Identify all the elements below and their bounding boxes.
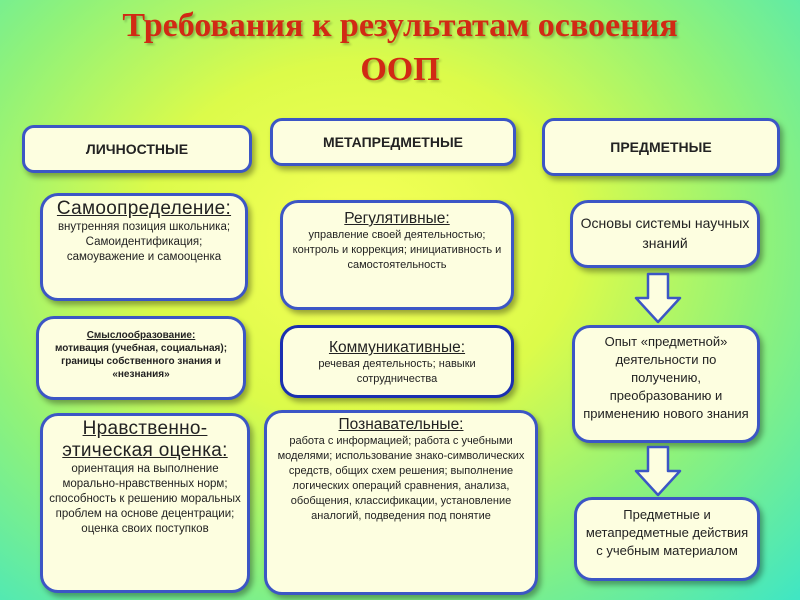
box-subject-experience <box>572 325 760 443</box>
moral-ethical-text: ориентация на выполнение морально-нравственных норм; способность к решению моральных проблем на основе децентрации; оценка своих поступков <box>49 463 241 535</box>
arrow-down-icon <box>634 445 682 497</box>
box-communicative <box>280 325 514 398</box>
box-regulative <box>280 200 514 310</box>
communicative-text: речевая деятельность; навыки сотрудничества <box>318 358 476 385</box>
meaning-formation-heading: Смыслообразование: <box>86 330 196 341</box>
regulative-text: управление своей деятельностью; контроль и коррекция; инициативность и самостоятельность <box>292 229 502 271</box>
header-subject: ПРЕДМЕТНЫЕ <box>542 118 780 176</box>
regulative-heading: Регулятивные: <box>344 210 450 227</box>
cognitive-heading: Познавательные: <box>338 416 464 433</box>
moral-ethical-heading: Нравственно-этическая оценка: <box>62 418 228 461</box>
self-determination-heading: Самоопределение: <box>56 198 232 219</box>
box-cognitive <box>264 410 538 595</box>
box-subject-actions <box>574 497 760 581</box>
box-self-determination <box>40 193 248 301</box>
self-determination-text: внутренняя позиция школьника; Самоидентификация; самоуважение и самооценка <box>57 221 231 263</box>
page-title: Требования к результатам освоения ООП <box>122 7 678 88</box>
meaning-formation-text: мотивация (учебная, социальная); границы собственного знания и «незнания» <box>54 343 228 380</box>
cognitive-text: работа с информацией; работа с учебными моделями; использование знако-символических средств, общих схем решения; выполнение логических операций сравнения, анализа, обобщения, классификации, установление аналогий, подведения под понятие <box>277 435 525 522</box>
knowledge-basics-text: Основы системы научных знаний <box>580 215 750 251</box>
arrow-down-icon <box>634 272 682 324</box>
subject-experience-text: Опыт «предметной» деятельности по получению, преобразованию и применению нового знания <box>583 334 749 421</box>
box-meaning-formation <box>36 316 246 400</box>
header-meta: МЕТАПРЕДМЕТНЫЕ <box>270 118 516 166</box>
subject-actions-text: Предметные и метапредметные действия с учебным материалом <box>585 507 749 558</box>
communicative-heading: Коммуникативные: <box>328 339 466 356</box>
box-moral-ethical <box>40 413 250 593</box>
header-personal: ЛИЧНОСТНЫЕ <box>22 125 252 173</box>
box-knowledge-basics <box>570 200 760 268</box>
